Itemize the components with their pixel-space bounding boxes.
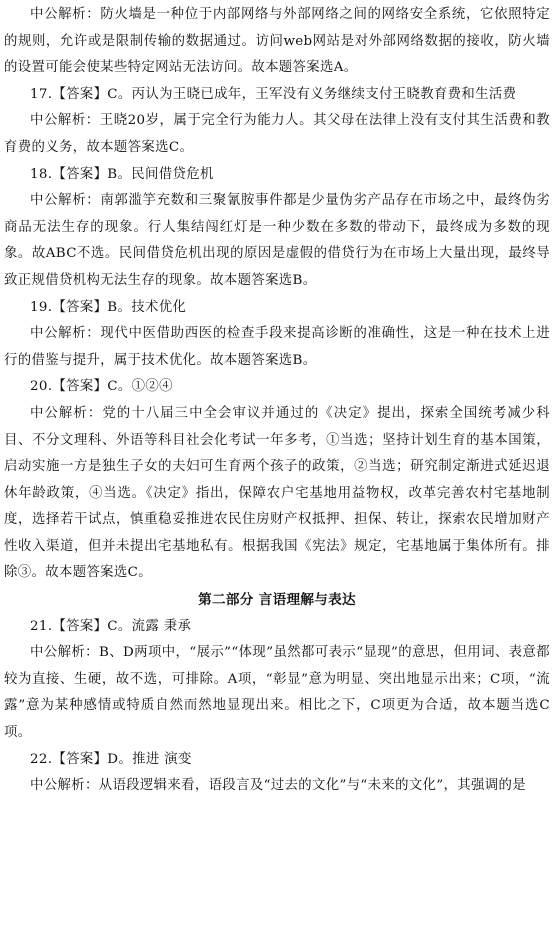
answer-21: 21.【答案】C。流露 秉承 (30, 618, 192, 634)
answer-19: 19.【答案】B。技术优化 (30, 299, 187, 315)
paragraph-analysis-19: 中公解析：现代中医借助西医的检查手段来提高诊断的准确性，这是一种在技术上进行的借鉴与提升，属于技术优化。故本题答案选B。 (4, 326, 550, 368)
paragraph-analysis-17: 中公解析：王晓20岁，属于完全行为能力人。其父母在法律上没有支付其生活费和教育费的义务，故本题答案选C。 (4, 113, 550, 155)
answer-17: 17.【答案】C。丙认为王晓已成年，王军没有义务继续支付王晓教育费和生活费 (30, 86, 517, 102)
paragraph-analysis-20: 中公解析：党的十八届三中全会审议并通过的《决定》提出，探索全国统考减少科目、不分文理科、外语等科目社会化考试一年多考，①当选；坚持计划生育的基本国策，启动实施一方是独生子女的夫妇可生育两个孩子的政策，②当选；研究制定渐进式延迟退休年龄政策，④当选。《决定》指出，保障农户宅基地用益物权，改革完善农村宅基地制度，选择若干试点，慎重稳妥推进农民住房财产权抵押、担保、转让，探索农民增加财产性收入渠道，但并未提出宅基地私有。根据我国《宪法》规定，宅基地属于集体所有。排除③。故本题答案选C。 (4, 405, 550, 581)
paragraph-analysis-18: 中公解析：南郭滥竽充数和三聚氰胺事件都是少量伪劣产品存在市场之中，最终伪劣商品无法生存的现象。行人集结闯红灯是一种少数在多数的带动下，最终成为多数的现象。故ABC不选。民间借贷危机出现的原因是虚假的借贷行为在市场上大量出现，最终导致正规借贷机构无法生存的现象。故本题答案选B。 (4, 193, 550, 288)
paragraph-analysis-21: 中公解析：B、D两项中，“展示”“体现”虽然都可表示“显现”的意思，但用词、表意都较为直接、生硬，故不选，可排除。A项，“彰显”意为明显、突出地显示出来；C项，“流露”意为某种感情或特质自然而然地显现出来。相比之下，C项更为合适，故本题当选C项。 (4, 645, 550, 741)
paragraph-analysis-16: 中公解析：防火墙是一种位于内部网络与外部网络之间的网络安全系统，它依照特定的规则，允许或是限制传输的数据通过。访问web网站是对外部网络数据的接收，防火墙的设置可能会使某些特定网站无法访问。故本题答案选A。 (4, 7, 550, 76)
answer-22: 22.【答案】D。推进 演变 (30, 751, 192, 767)
paragraph-analysis-22: 中公解析：从语段逻辑来看，语段言及“过去的文化”与“未来的文化”，其强调的是 (30, 778, 526, 794)
answer-20: 20.【答案】C。①②④ (30, 379, 173, 395)
section-heading: 第二部分 言语理解与表达 (198, 592, 356, 609)
answer-18: 18.【答案】B。民间借贷危机 (30, 166, 214, 182)
